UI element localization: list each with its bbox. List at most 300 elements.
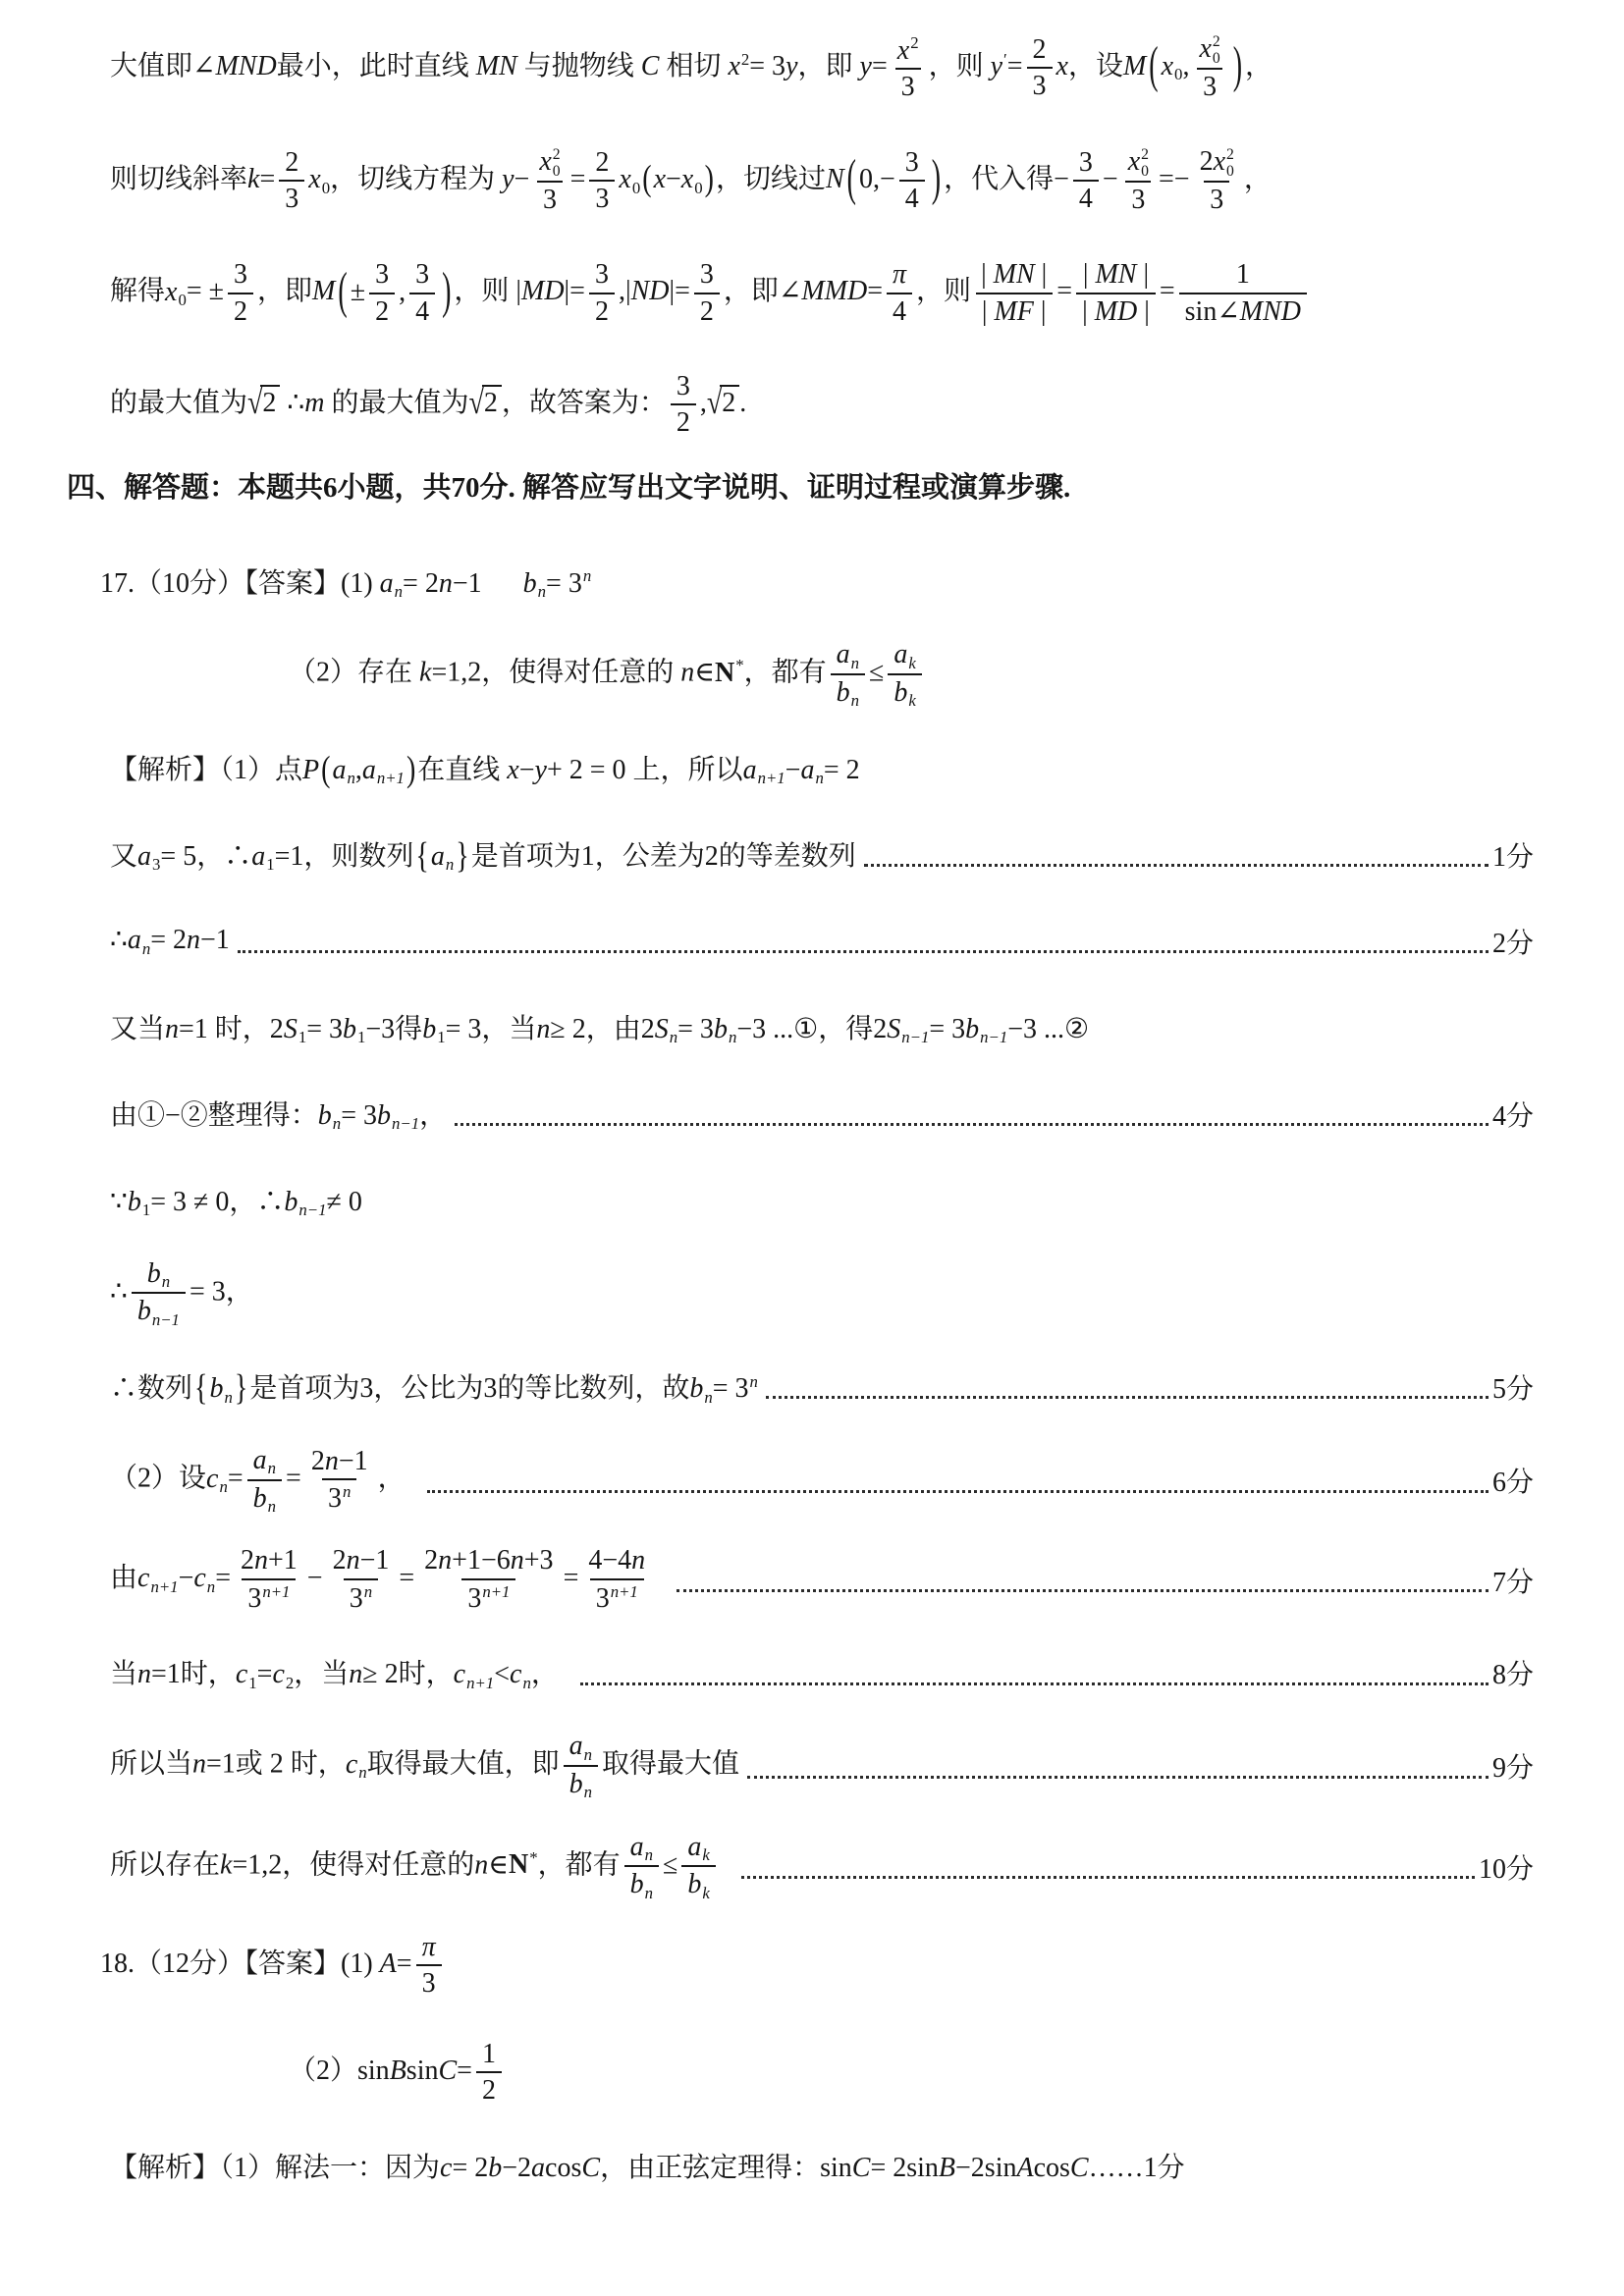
math-fraction <box>671 371 696 439</box>
math-fraction <box>409 259 435 327</box>
text-run: 2 <box>594 295 609 327</box>
math-atom <box>523 568 546 599</box>
fraction-denominator <box>537 181 563 216</box>
text-run: cos <box>545 2152 582 2183</box>
text-run: （2）设 <box>110 1463 207 1494</box>
math-atom <box>521 277 565 307</box>
atom-base: c <box>137 1563 150 1594</box>
math-atom <box>510 1659 531 1692</box>
math-atom <box>994 296 1033 327</box>
text-run: 3 <box>375 259 390 291</box>
atom-base: a <box>361 754 376 785</box>
group-content <box>350 259 439 327</box>
math-atom <box>836 639 860 672</box>
atom-base: a <box>137 840 152 872</box>
math-atom <box>312 277 335 307</box>
math-fraction <box>533 146 566 216</box>
text-run: − <box>514 164 530 195</box>
q18-answer-line-2 <box>289 2039 1534 2107</box>
text-run: 3 <box>1203 72 1218 103</box>
dot-leader <box>864 864 1489 867</box>
atom-base: a <box>800 754 815 785</box>
math-atom <box>453 1659 495 1692</box>
atom-base: π <box>893 259 907 291</box>
atom-base: MN <box>1095 259 1137 291</box>
fraction-denominator <box>132 1292 186 1329</box>
atom-base: MD <box>521 276 565 307</box>
fraction-numerator <box>327 1545 396 1577</box>
text-run: ,| <box>618 276 631 307</box>
atom-base: n <box>438 567 453 599</box>
text-run: ∴数列 <box>110 1373 193 1405</box>
atom-base: b <box>317 1099 332 1131</box>
text-run: , <box>354 754 362 785</box>
text-run: 的最大值为 <box>324 387 469 418</box>
line-content <box>110 1007 1089 1047</box>
fraction-denominator <box>895 68 921 103</box>
atom-base: n <box>187 925 201 956</box>
math-atom <box>994 259 1035 290</box>
line-content <box>1492 1653 1534 1692</box>
math-sqrt <box>468 384 501 422</box>
text-run: 所以存在 <box>110 1849 221 1881</box>
atom-base: x <box>1127 146 1141 178</box>
atom-base: x <box>539 146 552 178</box>
math-atom <box>893 639 916 672</box>
math-fraction <box>416 1932 442 2000</box>
text-run: = <box>259 164 276 195</box>
atom-base: A <box>379 1948 397 1979</box>
math-atom <box>531 2153 545 2183</box>
text-run: | <box>1137 295 1150 327</box>
subscript: k <box>908 691 916 711</box>
text-run: 2 <box>481 2075 496 2107</box>
fraction-numerator <box>476 2039 502 2071</box>
text-run: 3 <box>421 1968 436 2000</box>
text-run: = 3，当 <box>445 1013 537 1044</box>
text-run: 所以当 <box>110 1748 193 1780</box>
radical-sign-icon: √ <box>706 384 723 422</box>
atom-base: 3 <box>247 1582 262 1614</box>
fraction-numerator <box>681 1832 715 1866</box>
fraction-denominator <box>589 180 615 215</box>
atom-base: C <box>851 2152 871 2183</box>
fraction-denominator <box>279 180 304 215</box>
text-run: 3 <box>1210 185 1224 216</box>
math-atom <box>1095 259 1136 290</box>
text-run: ……1分 <box>1088 2152 1185 2183</box>
math-atom <box>1213 146 1234 180</box>
math-atom <box>939 2153 955 2183</box>
math-group <box>192 1368 249 1410</box>
line-content <box>67 465 1070 506</box>
text-run: −2sin <box>955 2152 1017 2183</box>
atom-base: MF <box>994 295 1034 327</box>
dot-leader <box>747 1776 1489 1779</box>
text-run: = 2 <box>452 2152 489 2183</box>
math-fraction <box>892 33 925 103</box>
text-run: −3 ...② <box>1007 1013 1090 1044</box>
math-atom <box>467 1583 510 1614</box>
line-content <box>110 1258 253 1329</box>
text-run: ≠ 0 <box>326 1186 362 1217</box>
math-atom <box>680 658 694 688</box>
text-run: 2分 <box>1491 928 1534 959</box>
fraction-denominator <box>461 1578 515 1616</box>
math-atom <box>127 925 151 958</box>
atom-base: b <box>136 1296 151 1327</box>
math-atom <box>687 1832 709 1862</box>
superscript: n <box>363 1581 373 1601</box>
dot-leader <box>741 1876 1475 1879</box>
prev-q-solution-line-4 <box>110 371 1534 439</box>
atom-base: n <box>474 1849 489 1881</box>
math-fraction <box>899 147 925 215</box>
text-run: = 2 <box>823 754 860 785</box>
atom-base: x <box>1056 51 1068 82</box>
math-atom <box>568 568 591 599</box>
math-fraction <box>305 1446 374 1516</box>
text-run: = 3， <box>189 1276 253 1308</box>
atom-base: n <box>192 1748 207 1780</box>
fraction-numerator <box>409 259 435 292</box>
atom-base: a <box>687 1831 702 1862</box>
text-run: 3 <box>594 259 609 291</box>
text-run: 由①−②整理得： <box>110 1099 318 1131</box>
atom-base: c <box>440 2152 453 2183</box>
prev-q-solution-line-1 <box>110 33 1534 103</box>
prev-q-solution-line-2 <box>110 146 1534 216</box>
text-run: 1 <box>481 2039 496 2070</box>
math-atom <box>193 1563 216 1596</box>
math-atom <box>852 2153 871 2183</box>
radical-sign-icon: √ <box>247 384 263 422</box>
math-fraction <box>369 259 395 327</box>
text-run: = <box>1159 276 1175 307</box>
math-atom <box>1123 51 1146 81</box>
atom-base: a <box>127 925 141 956</box>
atom-base: a <box>252 1444 267 1475</box>
group-content <box>209 1373 233 1407</box>
text-run: ∴ <box>110 925 128 956</box>
fraction-numerator <box>589 147 615 180</box>
math-atom <box>654 1013 678 1047</box>
q17-step-11 <box>110 1731 1534 1801</box>
text-run: | <box>981 259 994 291</box>
text-run: 2 <box>595 147 610 179</box>
text-run: =1,2，使得对任意的 <box>431 657 681 688</box>
line-content <box>110 1445 419 1516</box>
q17-answer-line-1 <box>100 553 1534 610</box>
atom-base: a <box>531 2152 546 2183</box>
text-run: =− <box>1158 164 1190 195</box>
text-run: = 3 <box>306 1013 343 1044</box>
fraction-numerator <box>1193 33 1225 68</box>
close-bracket: ) <box>931 150 942 208</box>
fraction-denominator <box>1179 293 1307 328</box>
text-run: ∵ <box>110 1186 128 1217</box>
atom-base: x <box>653 164 666 195</box>
q17-step-8 <box>110 1445 1534 1516</box>
superscript: n <box>749 1371 758 1391</box>
text-run: 2 <box>676 407 690 439</box>
atom-base: S <box>887 1013 901 1044</box>
fraction-denominator <box>671 403 696 439</box>
math-atom <box>252 1444 277 1478</box>
atom-base: 3 <box>568 567 582 599</box>
atom-base: b <box>488 2152 503 2183</box>
line-content <box>110 259 1311 327</box>
fraction-numerator <box>235 1545 303 1577</box>
text-run: 相切 <box>659 51 729 82</box>
math-group <box>319 749 417 790</box>
text-run: = <box>227 1463 244 1494</box>
text-run: | <box>1034 259 1048 291</box>
fraction-denominator <box>247 1479 282 1517</box>
text-run: 又当 <box>110 1013 166 1044</box>
atom-base: a <box>251 840 266 872</box>
text-run: ± <box>350 276 366 307</box>
math-atom <box>619 164 641 197</box>
math-atom <box>535 755 547 785</box>
subscript: n <box>669 1028 678 1047</box>
q17-step-4 <box>110 1086 1534 1143</box>
math-fraction <box>1073 147 1099 215</box>
math-fraction <box>132 1258 186 1329</box>
line-content <box>110 371 746 439</box>
math-fraction <box>1027 34 1053 102</box>
math-atom <box>220 1849 232 1880</box>
math-atom <box>1070 2153 1089 2183</box>
atom-base: b <box>689 1373 704 1405</box>
math-atom <box>430 840 455 875</box>
math-fraction <box>887 259 912 327</box>
subscript: 3 <box>152 855 161 875</box>
math-atom <box>209 1373 233 1407</box>
subscript: 1 <box>298 1028 307 1047</box>
atom-base: C <box>640 51 660 82</box>
text-run: ， <box>377 1463 406 1494</box>
text-run: ，则 <box>916 276 972 307</box>
subscript: n−1 <box>391 1114 420 1134</box>
math-atom <box>349 1659 362 1689</box>
math-atom <box>511 1545 524 1575</box>
math-sqrt <box>706 384 739 422</box>
text-run: ， <box>419 1099 448 1131</box>
atom-base: 3 <box>467 1582 482 1614</box>
atom-base: b <box>343 1013 356 1044</box>
text-run: ， <box>1243 164 1272 195</box>
text-run: 解得 <box>110 276 166 307</box>
atom-base: P <box>302 754 320 785</box>
close-bracket: } <box>234 1368 248 1410</box>
subscript: n <box>704 1387 713 1407</box>
math-atom <box>302 755 319 785</box>
text-run: , <box>699 387 707 418</box>
atom-base: c <box>235 1659 248 1690</box>
math-atom <box>1161 51 1183 84</box>
text-run: 10分 <box>1478 1853 1534 1885</box>
fraction-denominator <box>564 1765 598 1802</box>
atom-base: ND <box>630 276 670 307</box>
atom-base: n <box>438 1545 453 1576</box>
atom-base: a <box>332 754 347 785</box>
math-atom <box>568 1768 593 1802</box>
math-fraction <box>1194 146 1240 216</box>
text-run: ，则 | <box>454 276 521 307</box>
superscript: n+1 <box>482 1581 511 1601</box>
text-run: ， <box>530 1659 559 1690</box>
text-run: = <box>1006 51 1023 82</box>
atom-base: n <box>346 1545 360 1576</box>
fraction-denominator <box>1204 181 1229 216</box>
atom-base: x <box>619 164 631 195</box>
atom-base: c <box>272 1659 285 1690</box>
math-fraction <box>831 639 865 710</box>
text-run: |= <box>564 276 585 307</box>
text-run: + 2 = 0 上，所以 <box>546 754 743 785</box>
subscript: n <box>850 653 860 672</box>
open-bracket: ( <box>1149 37 1159 94</box>
subscript: n <box>583 1783 593 1802</box>
text-run: 3 <box>542 185 557 216</box>
atom-base: N <box>714 657 735 688</box>
text-run: ，故答案为： <box>501 387 667 418</box>
text-run: = 3 <box>749 51 786 82</box>
line-content <box>110 1832 733 1902</box>
math-fraction <box>582 1545 651 1615</box>
text-run: 1分 <box>1491 841 1534 873</box>
subscript: 1 <box>248 1673 257 1692</box>
math-atom <box>438 2056 457 2086</box>
text-run: − <box>785 754 801 785</box>
math-fraction <box>327 1545 396 1615</box>
atom-base: B <box>938 2152 956 2183</box>
line-content <box>110 748 860 788</box>
math-atom <box>439 568 453 599</box>
text-run: 1 <box>1235 259 1250 291</box>
line-content <box>110 1652 572 1692</box>
subscript: n−1 <box>298 1201 327 1220</box>
text-run: 5分 <box>1491 1373 1534 1405</box>
math-fraction <box>589 259 615 327</box>
fraction-numerator <box>228 259 253 292</box>
text-run: = 5，∴ <box>160 840 252 872</box>
math-atom <box>147 1258 170 1289</box>
fraction-numerator <box>671 371 696 403</box>
math-atom <box>568 1731 593 1764</box>
text-run: = 2 <box>403 567 439 599</box>
text-run: , <box>399 276 406 307</box>
atom-base: c <box>345 1748 358 1780</box>
math-atom <box>343 1013 366 1047</box>
text-run: ，即∠ <box>723 276 802 307</box>
text-run: ，切线过 <box>715 164 826 195</box>
text-run: ≤ <box>663 1849 678 1881</box>
q17-analysis-line-1 <box>110 740 1534 797</box>
atom-base: MND <box>1239 295 1302 327</box>
text-run: = <box>399 1563 415 1594</box>
math-atom <box>165 1014 179 1044</box>
superscript: 2 <box>552 146 561 164</box>
text-run: sin∠ <box>1184 295 1240 327</box>
atom-base: y <box>859 51 872 82</box>
text-run: , <box>1182 51 1190 82</box>
text-run: 由 <box>110 1563 138 1594</box>
q17-answer-line-2 <box>289 639 1534 710</box>
subscript: 0 <box>552 162 561 180</box>
subscript: n−1 <box>980 1028 1008 1047</box>
line-content <box>1492 1367 1534 1407</box>
text-run: | <box>1082 259 1096 291</box>
text-run: ， <box>1245 51 1273 82</box>
text-run: 在直线 <box>417 754 508 785</box>
subscript: n <box>445 855 455 875</box>
text-run: 与抛物线 <box>516 51 641 82</box>
fraction-numerator <box>887 259 912 292</box>
text-run: = <box>256 1659 273 1690</box>
math-atom <box>317 1099 342 1134</box>
open-bracket: ( <box>338 262 348 320</box>
subscript: n+1 <box>150 1576 179 1596</box>
math-atom <box>422 1932 436 1962</box>
text-run: 4 <box>904 184 919 215</box>
fraction-numerator <box>1077 259 1155 292</box>
text-run: 取得最大值，即 <box>366 1748 560 1780</box>
math-atom <box>440 2153 452 2183</box>
atom-base: y <box>502 164 514 195</box>
group-content <box>653 164 703 197</box>
math-atom <box>897 35 919 66</box>
math-atom <box>728 51 749 81</box>
math-atom <box>631 1545 645 1575</box>
text-run: ≥ 2，由2 <box>550 1013 655 1044</box>
text-run: 2 <box>234 295 248 327</box>
fraction-numerator <box>582 1545 651 1577</box>
line-content <box>1492 1095 1534 1134</box>
q18-answer-line-1 <box>100 1932 1534 2000</box>
fraction-numerator <box>279 147 304 180</box>
text-run: ≤ <box>869 657 885 688</box>
subscript: n <box>219 1476 228 1496</box>
fraction-denominator <box>976 293 1053 328</box>
text-run <box>559 1659 572 1689</box>
text-run: 3 <box>676 370 690 401</box>
text-run: cos <box>1033 2152 1070 2183</box>
text-run: 0,− <box>858 164 895 195</box>
atom-base: c <box>193 1563 206 1594</box>
text-run: 的最大值为 <box>110 387 248 418</box>
math-fraction <box>279 147 304 215</box>
atom-base: c <box>453 1659 466 1690</box>
math-atom <box>247 1583 290 1614</box>
text-run: 3 <box>415 259 430 291</box>
atom-base: x <box>1161 51 1174 82</box>
math-fraction <box>247 1445 282 1516</box>
atom-base: n <box>349 1659 363 1690</box>
math-atom <box>283 1013 307 1047</box>
subscript: n+1 <box>466 1673 495 1692</box>
text-run: 4分 <box>1491 1100 1534 1132</box>
atom-base: b <box>893 676 908 708</box>
superscript: n <box>582 566 592 586</box>
line-content <box>110 1180 362 1220</box>
text-run: 4−4 <box>588 1545 632 1576</box>
fraction-denominator <box>1076 293 1156 328</box>
math-atom <box>332 754 355 788</box>
subscript: 1 <box>357 1028 366 1047</box>
line-content <box>1479 1847 1534 1887</box>
